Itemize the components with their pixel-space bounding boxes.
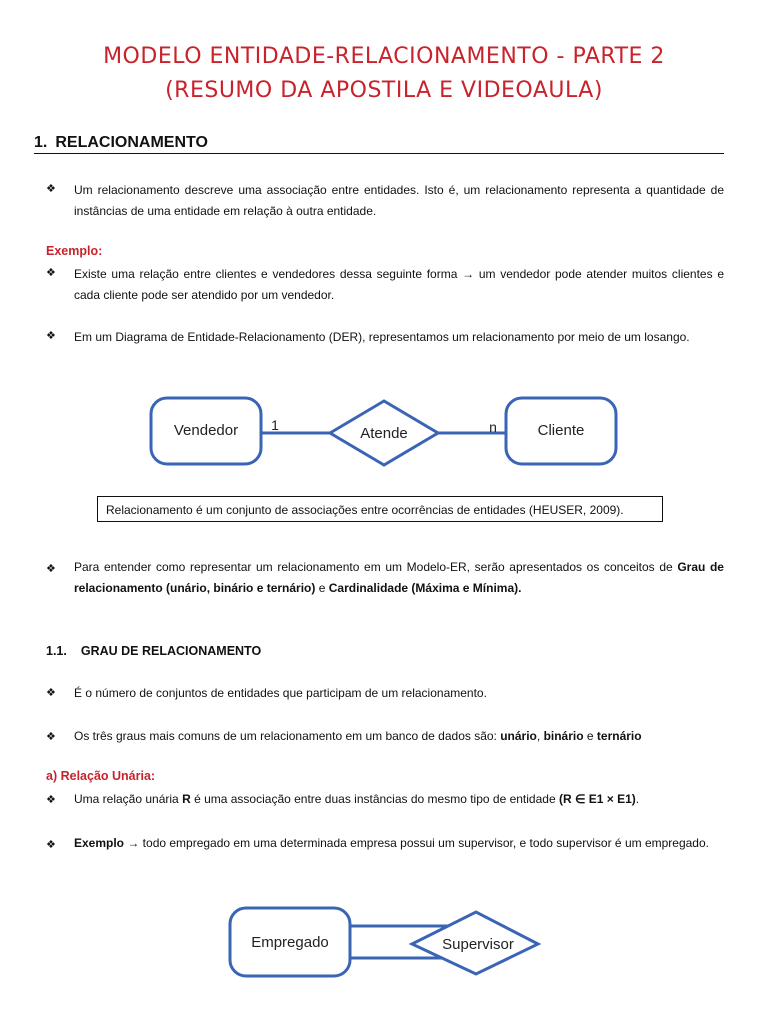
- text-span: Para entender como representar um relacionamento em um Modelo-ER, serão apresentados os conceitos de: [74, 560, 678, 574]
- paragraph-concepts: [74, 557, 724, 599]
- subsection-number: 1.1.: [46, 644, 67, 658]
- paragraph-definition: Um relacionamento descreve uma associação entre entidades. Isto é, um relacionamento representa a quantidade de instâncias de uma entidade em relação à outra entidade.: [74, 183, 724, 218]
- text-span: .: [635, 792, 640, 806]
- cardinality-right-label: n: [489, 419, 497, 435]
- bullet-icon: ❖: [46, 183, 56, 195]
- bold-exemplo: Exemplo: [74, 836, 125, 850]
- subsection-heading-grau: [46, 644, 261, 658]
- paragraph-der: Em um Diagrama de Entidade-Relacionamento (DER), representamos um relacionamento por meio de um losango.: [74, 330, 690, 344]
- subsection-relacao-unaria: a) Relação Unária:: [46, 769, 156, 783]
- paragraph-grau-definition: É o número de conjuntos de entidades que participam de um relacionamento.: [74, 686, 487, 700]
- bullet-icon: ❖: [46, 687, 56, 699]
- bullet-icon: ❖: [46, 839, 56, 851]
- bold-unario: unário: [500, 729, 537, 743]
- bold-r: R: [182, 792, 191, 806]
- section-number: 1.: [34, 134, 48, 151]
- bold-grau: Grau de relacionamento (unário, binário e ternário): [74, 560, 724, 595]
- relationship-supervisor-label: Supervisor: [442, 936, 514, 953]
- subsection-title: GRAU DE RELACIONAMENTO: [80, 644, 262, 658]
- text-span: e: [583, 729, 597, 743]
- example-label: Exemplo:: [46, 244, 103, 258]
- section-title: RELACIONAMENTO: [55, 134, 208, 151]
- definition-note-box: Relacionamento é um conjunto de associações entre ocorrências de entidades (HEUSER, 2009).: [97, 496, 663, 522]
- paragraph-example: Existe uma relação entre clientes e vendedores dessa seguinte forma → um vendedor pode atender muitos clientes e cada cliente pode ser atendido por um vendedor.: [74, 267, 724, 302]
- bold-binario: binário: [543, 729, 584, 743]
- bullet-icon: ❖: [46, 794, 56, 806]
- bold-formula: (R ∈ E1 × E1): [558, 792, 636, 806]
- cardinality-left-label: 1: [271, 417, 279, 433]
- text-span: Os três graus mais comuns de um relacionamento em um banco de dados são:: [74, 729, 501, 743]
- paragraph-unaria-example: [74, 833, 724, 854]
- text-span: ,: [536, 729, 544, 743]
- bold-cardinalidade: Cardinalidade (Máxima e Mínima).: [328, 581, 522, 595]
- document-title-line1: MODELO ENTIDADE-RELACIONAMENTO - PARTE 2: [103, 44, 665, 69]
- entity-vendedor-label: Vendedor: [173, 422, 239, 439]
- text-span: e: [315, 581, 329, 595]
- bullet-icon: ❖: [46, 330, 56, 342]
- entity-cliente-label: Cliente: [537, 422, 585, 439]
- text-span: Uma relação unária: [74, 792, 183, 806]
- relationship-atende-label: Atende: [360, 425, 408, 442]
- text-span: → todo empregado em uma determinada empresa possui um supervisor, e todo supervisor é um empregado.: [124, 836, 709, 850]
- section-heading-relacionamento: [34, 134, 724, 154]
- bullet-icon: ❖: [46, 267, 56, 279]
- paragraph-unaria-definition: [74, 789, 724, 810]
- er-diagram-empregado-supervisor: [220, 898, 550, 982]
- bullet-icon: ❖: [46, 731, 56, 743]
- bullet-icon: ❖: [46, 563, 56, 575]
- bold-ternario: ternário: [596, 729, 642, 743]
- entity-empregado-label: Empregado: [251, 934, 329, 951]
- document-title-line2: (RESUMO DA APOSTILA E VIDEOAULA): [165, 78, 603, 103]
- paragraph-graus-comuns: [74, 726, 724, 747]
- text-span: é uma associação entre duas instâncias do mesmo tipo de entidade: [190, 792, 559, 806]
- er-diagram-vendedor-cliente: [140, 388, 630, 478]
